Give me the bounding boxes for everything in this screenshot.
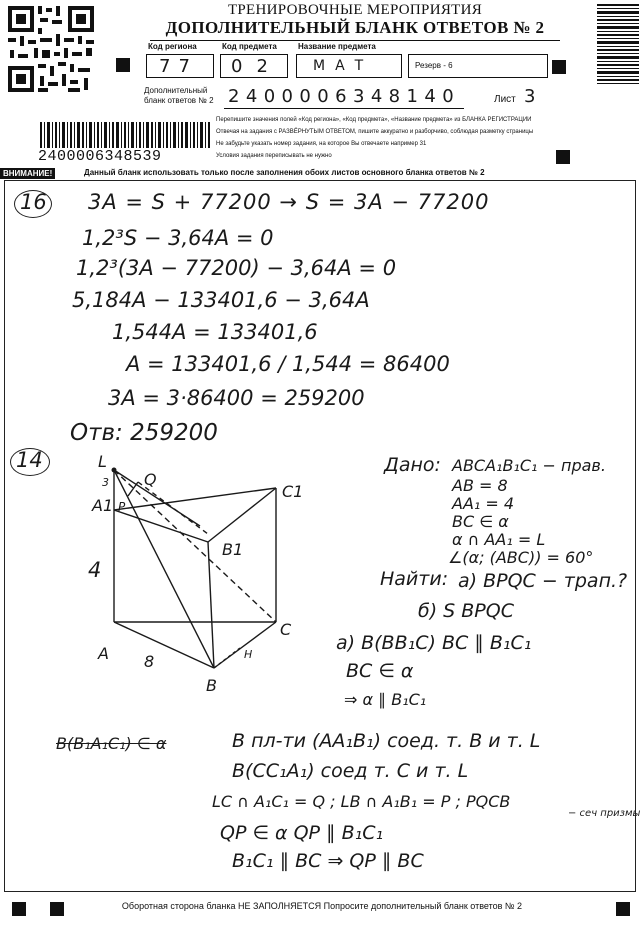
given-line: BC ∈ α xyxy=(452,512,509,531)
label-B1: B1 xyxy=(222,540,244,559)
label-B: B xyxy=(206,676,217,695)
subject-code-field[interactable] xyxy=(220,54,288,78)
solution-line: LC ∩ A₁C₁ = Q ; LB ∩ A₁B₁ = P ; PQCB xyxy=(212,792,511,811)
solution-line: ⇒ α ∥ B₁C₁ xyxy=(344,690,427,709)
warning-badge: ВНИМАНИЕ! xyxy=(0,168,55,179)
label-A: A xyxy=(98,644,109,663)
task-16-line: 3A = 3·86400 = 259200 xyxy=(108,386,365,410)
find-line: б) S BPQC xyxy=(418,600,514,622)
label-eight: 8 xyxy=(144,652,155,671)
task-14-number: 14 xyxy=(16,448,43,472)
subject-code-value: 02 xyxy=(231,56,282,77)
subject-code-label: Код предмета xyxy=(222,42,277,51)
registration-mark xyxy=(552,60,566,74)
sheet-number-field[interactable] xyxy=(520,86,560,106)
subject-name-label: Название предмета xyxy=(298,42,376,51)
label-H: H xyxy=(244,648,253,661)
label-P: P xyxy=(118,500,126,514)
task-16-line: 3A = S + 77200 → S = 3A − 77200 xyxy=(88,190,490,214)
label-Q: Q xyxy=(144,470,157,489)
side-note: − сеч призмы xyxy=(568,808,641,819)
subject-name-field[interactable] xyxy=(296,54,402,78)
task-16-line: 1,2³S − 3,64A = 0 xyxy=(82,226,274,250)
reserve-field xyxy=(408,54,548,78)
given-line: AA₁ = 4 xyxy=(452,494,515,513)
sheet-number-value: 3 xyxy=(524,86,536,107)
task-16-number: 16 xyxy=(20,190,47,214)
given-title: Дано: xyxy=(384,454,441,476)
find-title: Найти: xyxy=(380,568,449,590)
find-line: а) BPQC − трап.? xyxy=(458,570,628,592)
qr-code xyxy=(6,4,96,94)
label-L: L xyxy=(98,452,107,471)
registration-mark xyxy=(556,150,570,164)
barcode xyxy=(40,122,212,148)
sheet-label: Лист xyxy=(494,94,516,105)
task-16-line: 5,184A − 133401,6 − 3,64A xyxy=(72,288,370,312)
registration-mark xyxy=(116,58,130,72)
solution-line: QP ∈ α QP ∥ B₁C₁ xyxy=(220,822,384,844)
reserve-label: Резерв - 6 xyxy=(415,61,453,70)
form-title: ДОПОЛНИТЕЛЬНЫЙ БЛАНК ОТВЕТОВ № 2 xyxy=(150,18,560,41)
given-line: α ∩ AA₁ = L xyxy=(452,530,546,549)
task-16-line: 1,2³(3A − 77200) − 3,64A = 0 xyxy=(76,256,397,280)
side-barcode xyxy=(597,2,639,88)
instruction-line: Условия задания переписывать не нужно xyxy=(216,153,332,159)
barcode-number: 2400006348539 xyxy=(38,148,162,165)
label-C: C xyxy=(280,620,292,639)
given-line: AB = 8 xyxy=(452,476,508,495)
extra-form-label: Дополнительный бланк ответов № 2 xyxy=(144,86,214,105)
prism-drawing xyxy=(80,452,310,702)
solution-line: B₁C₁ ∥ BC ⇒ QP ∥ BC xyxy=(232,850,424,872)
subject-name-value: МАТ xyxy=(313,58,374,74)
label-four: 4 xyxy=(88,558,102,582)
instruction-line: Перепишите значения полей «Код региона», «Код предмета», «Название предмета» из БЛАНКА РЕГИСТРАЦИИ xyxy=(216,117,532,123)
label-C1: C1 xyxy=(282,482,304,501)
instruction-line: Не забудьте указать номер задания, на которое Вы отвечаете например 31 xyxy=(216,141,427,147)
given-line: ∠(α; (ABC)) = 60° xyxy=(448,548,594,567)
given-line: ABCA₁B₁C₁ − прав. xyxy=(452,456,606,475)
task-16-answer: Отв: 259200 xyxy=(70,420,218,446)
solution-line: а) B(BB₁C) BC ∥ B₁C₁ xyxy=(336,632,532,654)
label-three: 3 xyxy=(102,476,109,489)
warning-text: Данный бланк использовать только после заполнения обоих листов основного бланка ответов № 2 xyxy=(84,168,485,177)
event-title: ТРЕНИРОВОЧНЫЕ МЕРОПРИЯТИЯ xyxy=(227,2,483,18)
footer-note: Оборотная сторона бланка НЕ ЗАПОЛНЯЕТСЯ Попросите дополнительный бланк ответов № 2 xyxy=(121,901,523,911)
solution-line: B(CC₁A₁) соед т. C и т. L xyxy=(232,760,469,782)
extra-form-number-field[interactable] xyxy=(224,86,464,109)
label-A1: A1 xyxy=(92,496,114,515)
solution-line: В пл-ти (AA₁B₁) соед. т. B и т. L xyxy=(232,730,541,752)
region-code-field[interactable] xyxy=(146,54,214,78)
solution-line: BC ∈ α xyxy=(346,660,414,682)
region-code-value: 77 xyxy=(159,56,198,77)
struck-text: B(B₁A₁C₁) ∈ α xyxy=(56,734,167,753)
task-16-line: A = 133401,6 / 1,544 = 86400 xyxy=(126,352,450,376)
task-16-line: 1,544A = 133401,6 xyxy=(112,320,318,344)
instruction-line: Отвечая на задания с РАЗВЁРНУТЫМ ОТВЕТОМ, пишите аккуратно и разборчиво, соблюдая разметку страницы xyxy=(216,129,534,135)
region-code-label: Код региона xyxy=(148,42,197,51)
extra-form-number-value: 2400006348140 xyxy=(228,86,461,107)
